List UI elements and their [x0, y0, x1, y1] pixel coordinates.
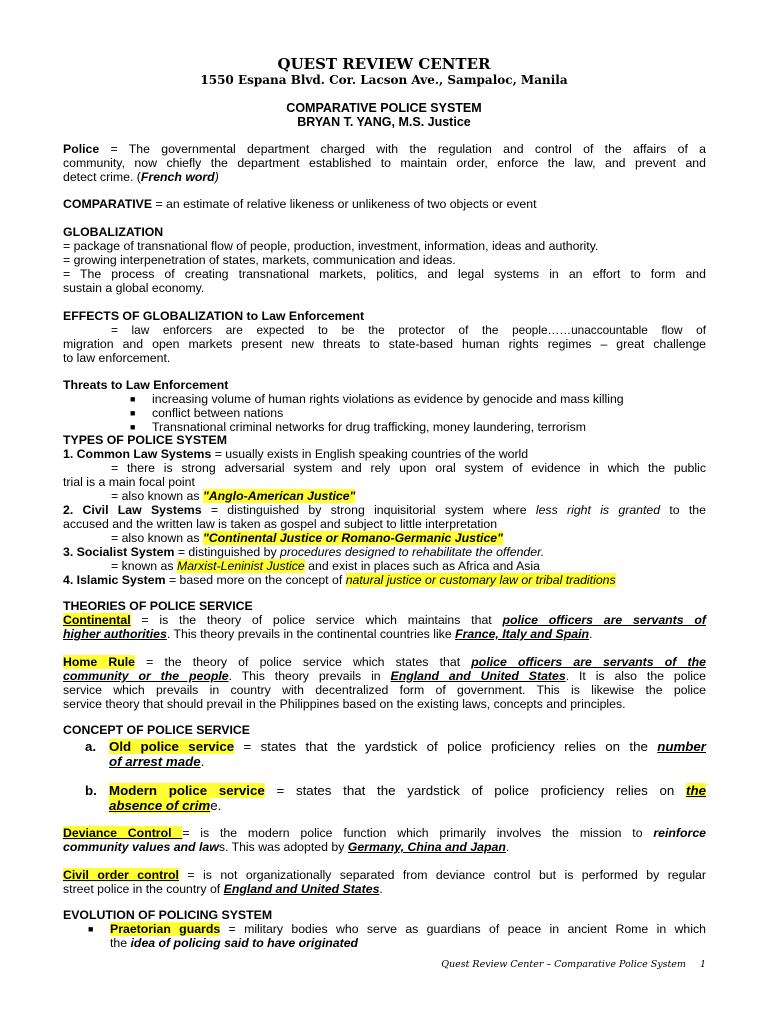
islamic-text: = based more on the concept of — [165, 573, 346, 587]
common-law-text: = usually exists in English speaking countries of the world — [211, 447, 529, 461]
globalization-heading: GLOBALIZATION — [63, 225, 164, 239]
modern-police-em2: absence of crim — [109, 798, 211, 813]
modern-police-end: e. — [210, 798, 222, 813]
threats-heading-block — [63, 378, 706, 392]
concept-heading-block — [63, 723, 706, 737]
old-police-service-text: = states that the yardstick of police proficiency relies on the — [234, 739, 658, 754]
deviance-control-term: Deviance Control — [63, 826, 183, 840]
home-rule-term: Home Rule — [63, 655, 135, 669]
concept-item-a — [85, 739, 706, 769]
square-bullet-icon: ■ — [130, 408, 136, 418]
list-item — [130, 406, 706, 420]
old-police-em2: of arrest made — [109, 754, 201, 769]
home-rule-line3: service which prevails in country with decentralized form of government. This is likewise the police — [63, 683, 706, 697]
effects-line1: = law enforcers are expected to be the protector of the people……unaccountable flow of — [111, 323, 706, 337]
globalization-section — [63, 225, 706, 295]
effects-line3: to law enforcement. — [63, 351, 171, 365]
old-police-service-term: Old police service — [109, 739, 235, 754]
home-rule-section — [63, 655, 706, 711]
civil-law-italic: less right is granted — [535, 503, 661, 517]
document-title: COMPARATIVE POLICE SYSTEM — [286, 101, 482, 115]
home-rule-line2: . This theory prevails in — [228, 669, 391, 683]
civil-order-countries: England and United States — [223, 882, 380, 896]
footer-text: Quest Review Center – Comparative Police System — [441, 959, 686, 970]
effects-line2: migration and open markets present new threats to state-based human rights regimes – great challenge — [63, 337, 706, 351]
praetorian-guards-term: Praetorian guards — [110, 922, 221, 936]
org-address: 1550 Espana Blvd. Cor. Lacson Ave., Sampaloc, Manila — [200, 73, 568, 87]
deviance-countries: Germany, China and Japan — [347, 840, 506, 854]
globalization-line1: = package of transnational flow of people, production, investment, information, ideas and authority. — [63, 239, 599, 253]
common-law-line2: = there is strong adversarial system and rely upon oral system of evidence in which the public — [111, 461, 706, 475]
concept-heading: CONCEPT OF POLICE SERVICE — [63, 723, 250, 737]
socialist-text: = distinguished by — [174, 545, 281, 559]
socialist-line2-rest: and exist in places such as Africa and Asia — [304, 559, 540, 573]
civil-order-control-term: Civil order control — [63, 868, 179, 882]
islamic-term: 4. Islamic System — [63, 573, 166, 587]
police-def-line1: = The governmental department charged with the regulation and control of the affairs of a — [99, 142, 706, 156]
evolution-heading: EVOLUTION OF POLICING SYSTEM — [63, 908, 273, 922]
continental-justice: "Continental Justice or Romano-Germanic Justice" — [202, 531, 503, 545]
french-word: French word — [140, 170, 215, 184]
deviance-line1: = is the modern police function which primarily involves the mission to — [182, 826, 654, 840]
old-police-end: . — [200, 754, 205, 769]
police-definition — [63, 142, 706, 184]
continental-em2: higher authorities — [63, 627, 167, 641]
concept-item-b — [85, 783, 706, 813]
page-number: 1 — [699, 959, 706, 970]
globalization-line2: = growing interpenetration of states, markets, communication and ideas. — [63, 253, 456, 267]
threats-list — [130, 392, 706, 434]
org-name: QUEST REVIEW CENTER — [277, 55, 491, 73]
civil-law-term: 2. Civil Law Systems — [63, 503, 202, 517]
item-label-b: b. — [85, 783, 97, 798]
civil-law-text: = distinguished by strong inquisitorial system where — [201, 503, 536, 517]
types-heading: TYPES OF POLICE SYSTEM — [63, 433, 227, 447]
anglo-american-justice: "Anglo-American Justice" — [202, 489, 356, 503]
continental-term: Continental — [63, 613, 131, 627]
police-def-line3: detect crime. ( — [63, 170, 141, 184]
home-rule-em1: police officers are servants of the — [471, 655, 707, 669]
socialist-italic: procedures designed to rehabilitate the offender. — [280, 545, 545, 559]
threat-item-text: conflict between nations — [152, 406, 284, 420]
list-item — [130, 392, 706, 406]
home-rule-line1: = the theory of police service which states that — [135, 655, 472, 669]
deviance-control-section — [63, 826, 706, 854]
paren-close: ) — [214, 170, 219, 184]
aka-prefix: = also known as — [111, 531, 203, 545]
praetorian-line2-em: idea of policing said to have originated — [130, 936, 359, 950]
civil-order-line1: = is not organizationally separated from deviance control but is performed by regular — [178, 868, 706, 882]
common-law-term: 1. Common Law Systems — [63, 447, 212, 461]
old-police-em1: number — [657, 739, 706, 754]
theories-section — [63, 599, 706, 641]
deviance-end: . — [505, 840, 510, 854]
square-bullet-icon: ■ — [88, 924, 94, 934]
comparative-text: = an estimate of relative likeness or unlikeness of two objects or event — [152, 197, 537, 211]
home-rule-line2b: . It is also the police — [565, 669, 706, 683]
continental-line1: = is the theory of police service which maintains that — [130, 613, 503, 627]
continental-em1: police officers are servants of — [502, 613, 706, 627]
police-term: Police — [63, 142, 100, 156]
civil-order-line2: street police in the country of — [63, 882, 224, 896]
deviance-em1: reinforce — [653, 826, 706, 840]
deviance-em2: community values and law — [63, 840, 219, 854]
civil-order-section — [63, 868, 706, 896]
home-rule-em2: community or the people — [63, 669, 229, 683]
threat-item-text: increasing volume of human rights violations as evidence by genocide and mass killing — [152, 392, 624, 406]
effects-heading: EFFECTS OF GLOBALIZATION to Law Enforcement — [63, 309, 365, 323]
home-rule-line4: service theory that should prevail in the Philippines based on the existing laws, concepts and principles. — [63, 697, 626, 711]
police-def-line2: community, now chiefly the department established to maintain order, enforce the law, and prevent and — [63, 156, 706, 170]
threats-heading: Threats to Law Enforcement — [63, 378, 229, 392]
comparative-definition — [63, 197, 706, 211]
civil-order-end: . — [379, 882, 383, 896]
evolution-heading-block — [63, 908, 706, 922]
known-as-prefix: = known as — [111, 559, 177, 573]
list-item — [88, 922, 706, 950]
natural-justice: natural justice or customary law or tribal traditions — [345, 573, 616, 587]
deviance-line2: s. This was adopted by — [218, 840, 348, 854]
item-label-a: a. — [85, 739, 97, 754]
theories-heading: THEORIES OF POLICE SERVICE — [63, 599, 253, 613]
continental-line2: . This theory prevails in the continental countries like — [166, 627, 456, 641]
aka-prefix: = also known as — [111, 489, 203, 503]
continental-countries: France, Italy and Spain — [455, 627, 590, 641]
common-law-line3: trial is a main focal point — [63, 475, 195, 489]
threat-item-text: Transnational criminal networks for drug trafficking, money laundering, terrorism — [152, 420, 586, 434]
square-bullet-icon: ■ — [130, 422, 136, 432]
document-author: BRYAN T. YANG, M.S. Justice — [297, 115, 471, 129]
list-item — [130, 420, 706, 434]
home-rule-countries: England and United States — [390, 669, 566, 683]
effects-section — [63, 309, 706, 365]
praetorian-line2-pre: the — [110, 936, 131, 950]
marxist-leninist-justice: Marxist-Leninist Justice — [176, 559, 305, 573]
praetorian-line1: = military bodies who serve as guardians of peace in ancient Rome in which — [220, 922, 706, 936]
civil-law-text2: to the — [660, 503, 706, 517]
modern-police-service-text: = states that the yardstick of police proficiency relies on — [264, 783, 687, 798]
square-bullet-icon: ■ — [130, 394, 136, 404]
page-footer — [441, 958, 706, 972]
modern-police-service-term: Modern police service — [109, 783, 265, 798]
evolution-list — [88, 922, 706, 950]
globalization-line3: = The process of creating transnational markets, politics, and legal systems in an effort to form and — [63, 267, 706, 281]
civil-law-line2: accused and the written law is taken as gospel and subject to little interpretation — [63, 517, 498, 531]
globalization-line4: sustain a global economy. — [63, 281, 205, 295]
types-section — [63, 433, 706, 587]
continental-end: . — [589, 627, 593, 641]
modern-police-em1: the — [686, 783, 706, 798]
socialist-term: 3. Socialist System — [63, 545, 175, 559]
comparative-term: COMPARATIVE — [63, 197, 153, 211]
